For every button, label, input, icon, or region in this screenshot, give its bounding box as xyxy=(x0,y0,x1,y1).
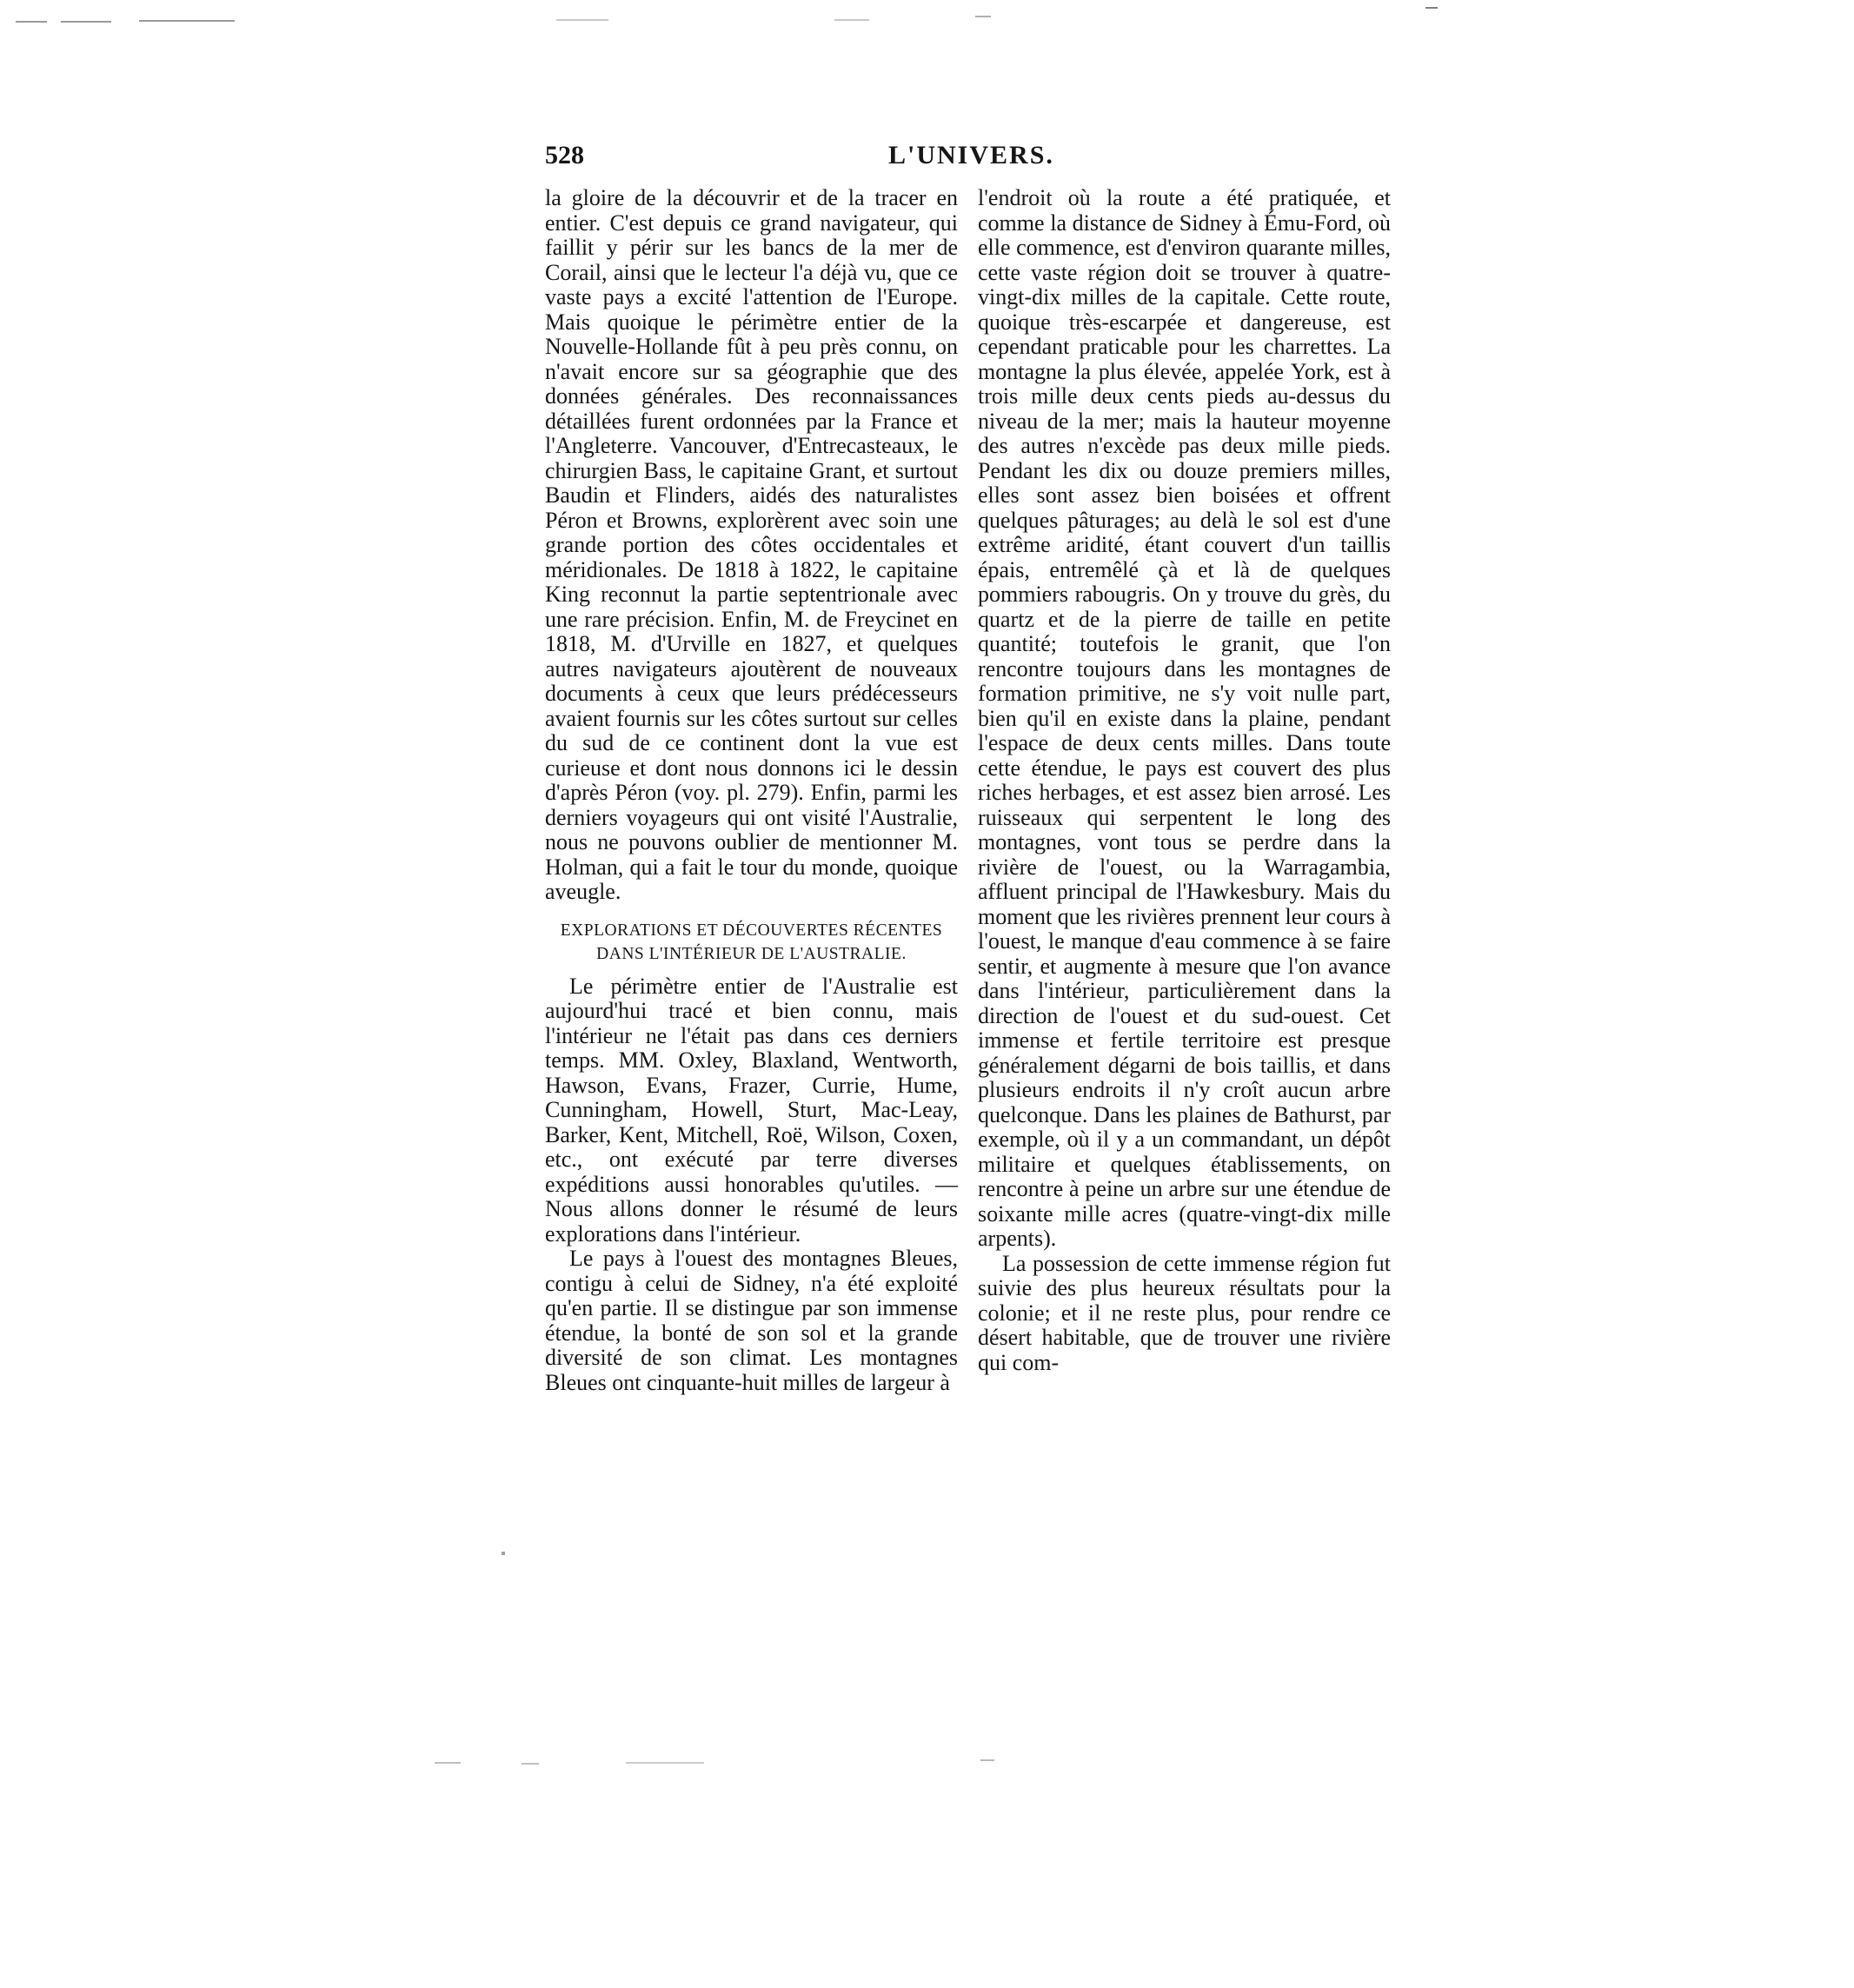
page-number: 528 xyxy=(545,141,584,170)
scan-mark-top-2 xyxy=(61,21,111,23)
right-column xyxy=(978,186,1391,1375)
scan-mark-top-1 xyxy=(16,21,47,23)
running-title: L'UNIVERS. xyxy=(888,141,1054,170)
scan-mark-margin-dot xyxy=(502,1552,505,1555)
scan-mark-bottom-2 xyxy=(522,1763,539,1765)
scan-mark-top-3 xyxy=(139,20,235,22)
left-paragraph-2: Le périmètre entier de l'Australie est aujourd'hui tracé et bien connu, mais l'intérieur ne l'était pas dans ces derniers temps. MM. Oxley, Blaxland, Wentworth, Hawson, Evans, Frazer, Currie, Hume, Cunningham, Howell, Sturt, Mac-Leay, Barker, Kent, Mitchell, Roë, Wilson, Coxen, etc., ont exécuté par terre diverses expéditions aussi honorables qu'utiles. — Nous allons donner le résumé de leurs explorations dans l'intérieur. xyxy=(545,973,958,1247)
scan-mark-bottom-1 xyxy=(435,1762,461,1764)
right-paragraph-1: l'endroit où la route a été pratiquée, et comme la distance de Sidney à Ému-Ford, où elle commence, est d'environ quarante milles, cette vaste région doit se trouver à quatre-vingt-dix milles de la capitale. Cette route, quoique très-escarpée et dangereuse, est cependant praticable pour les charrettes. La montagne la plus élevée, appelée York, est à trois mille deux cents pieds au-dessus du niveau de la mer; mais la hauteur moyenne des autres n'excède pas deux mille pieds. Pendant les dix ou douze premiers milles, elles sont assez bien boisées et offrent quelques pâturages; au delà le sol est d'une extrême aridité, étant couvert d'un taillis épais, entremêlé çà et là de quelques pommiers rabougris. On y trouve du grès, du quartz et de la pierre de taille en petite quantité; toutefois le granit, que l'on rencontre toujours dans les montagnes de formation primitive, ne s'y voit nulle part, bien qu'il en existe dans la plaine, pendant l'espace de deux cents milles. Dans toute cette étendue, le pays est couvert des plus riches herbages, et est assez bien arrosé. Les ruisseaux qui serpentent le long des montagnes, vont tous se perdre dans la rivière de l'ouest, ou la Warragambia, affluent principal de l'Hawkesbury. Mais du moment que les rivières prennent leur cours à l'ouest, le manque d'eau commence à se faire sentir, et augmente à mesure que l'on avance dans l'intérieur, particulièrement dans la direction de l'ouest et du sud-ouest. Cet immense et fertile territoire est presque généralement dégarni de bois taillis, et dans plusieurs endroits il n'y croît aucun arbre quelconque. Dans les plaines de Bathurst, par exemple, où il y a un commandant, un dépôt militaire et quelques établissements, on rencontre à peine un arbre sur une étendue de soixante mille acres (quatre-vingt-dix mille arpents). xyxy=(978,185,1391,1251)
scan-mark-bottom-3 xyxy=(626,1762,704,1764)
section-heading-line-2: DANS L'INTÉRIEUR DE L'AUSTRALIE. xyxy=(596,944,907,963)
left-paragraph-3: Le pays à l'ouest des montagnes Bleues, contigu à celui de Sidney, n'a été exploité qu'en partie. Il se distingue par son immense étendue, la bonté de son sol et la grande diversité de son climat. Les montagnes Bleues ont cinquante-huit milles de largeur à xyxy=(545,1246,958,1395)
right-paragraph-2: La possession de cette immense région fut suivie des plus heureux résultats pour la colonie; et il ne reste plus, pour rendre ce désert habitable, que de trouver une rivière qui com- xyxy=(978,1250,1391,1375)
section-heading-line-1: EXPLORATIONS ET DÉCOUVERTES RÉCENTES xyxy=(560,921,943,940)
scan-mark-bottom-4 xyxy=(980,1759,994,1761)
scan-mark-top-6 xyxy=(975,16,991,17)
page-header xyxy=(545,141,1054,176)
scan-mark-top-4 xyxy=(556,19,608,21)
left-paragraph-1: la gloire de la découvrir et de la tracer en entier. C'est depuis ce grand navigateur, qui faillit y périr sur les bancs de la mer de Corail, ainsi que le lecteur l'a déjà vu, que ce vaste pays a excité l'attention de l'Europe. Mais quoique le périmètre entier de la Nouvelle-Hollande fût à peu près connu, on n'avait encore sur sa géographie que des données générales. Des reconnaissances détaillées furent ordonnées par la France et l'Angleterre. Vancouver, d'Entrecasteaux, le chirurgien Bass, le capitaine Grant, et surtout Baudin et Flinders, aidés des naturalistes Péron et Browns, explorèrent avec soin une grande portion des côtes occidentales et méridionales. De 1818 à 1822, le capitaine King reconnut la partie septentrionale avec une rare précision. Enfin, M. de Freycinet en 1818, M. d'Urville en 1827, et quelques autres navigateurs ajoutèrent de nouveaux documents à ceux que leurs prédécesseurs avaient fournis sur les côtes surtout sur celles du sud de ce continent dont la vue est curieuse et dont nous donnons ici le dessin d'après Péron (voy. pl. 279). Enfin, parmi les derniers voyageurs qui ont visité l'Australie, nous ne pouvons oublier de mentionner M. Holman, qui a fait le tour du monde, quoique aveugle. xyxy=(545,185,958,904)
left-column xyxy=(545,186,958,1395)
section-heading xyxy=(545,919,958,966)
scan-mark-top-7 xyxy=(1425,7,1438,9)
scan-mark-top-5 xyxy=(834,19,869,21)
